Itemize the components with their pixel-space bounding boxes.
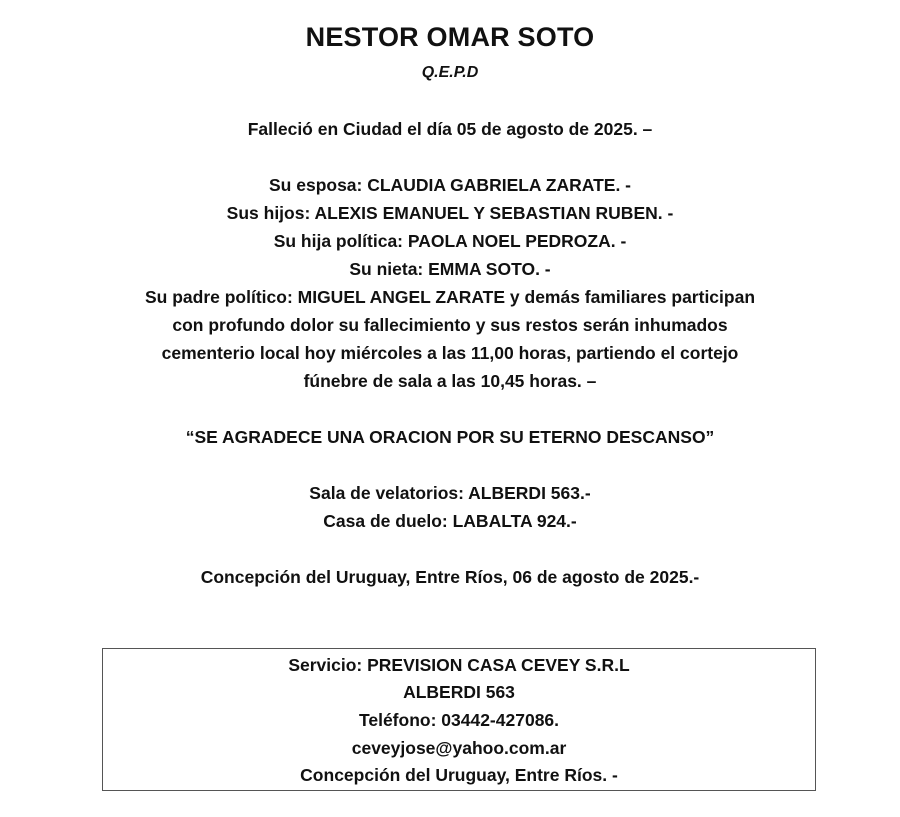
deceased-name: NESTOR OMAR SOTO — [305, 22, 595, 52]
service-city: Concepción del Uruguay, Entre Ríos. - — [300, 765, 618, 785]
mourning-house: Casa de duelo: LABALTA 924.- — [323, 511, 577, 531]
qepd-label: Q.E.P.D — [421, 64, 479, 81]
service-provider: Servicio: PREVISION CASA CEVEY S.R.L — [288, 655, 630, 675]
prayer-request: “SE AGRADECE UNA ORACION POR SU ETERNO DESCANSO” — [185, 427, 715, 447]
burial-text-line-1: con profundo dolor su fallecimiento y sus restos serán inhumados — [172, 315, 728, 335]
burial-text-line-2: cementerio local hoy miércoles a las 11,00 horas, partiendo el cortejo — [161, 343, 739, 363]
service-email: ceveyjose@yahoo.com.ar — [351, 738, 567, 758]
service-address: ALBERDI 563 — [403, 682, 515, 702]
family-line-spouse: Su esposa: CLAUDIA GABRIELA ZARATE. - — [269, 175, 631, 195]
family-line-daughter-in-law: Su hija política: PAOLA NOEL PEDROZA. - — [273, 231, 627, 251]
place-and-date: Concepción del Uruguay, Entre Ríos, 06 de agosto de 2025.- — [200, 567, 700, 587]
family-line-children: Sus hijos: ALEXIS EMANUEL Y SEBASTIAN RUBEN. - — [226, 203, 674, 223]
family-line-father-in-law: Su padre político: MIGUEL ANGEL ZARATE y demás familiares participan — [144, 287, 756, 307]
service-phone: Teléfono: 03442-427086. — [358, 710, 560, 730]
wake-room: Sala de velatorios: ALBERDI 563.- — [309, 483, 591, 503]
death-announcement: Falleció en Ciudad el día 05 de agosto de 2025. – — [247, 119, 653, 139]
burial-text-line-3: fúnebre de sala a las 10,45 horas. – — [303, 371, 597, 391]
funeral-service-box — [102, 648, 816, 791]
family-line-granddaughter: Su nieta: EMMA SOTO. - — [349, 259, 551, 279]
